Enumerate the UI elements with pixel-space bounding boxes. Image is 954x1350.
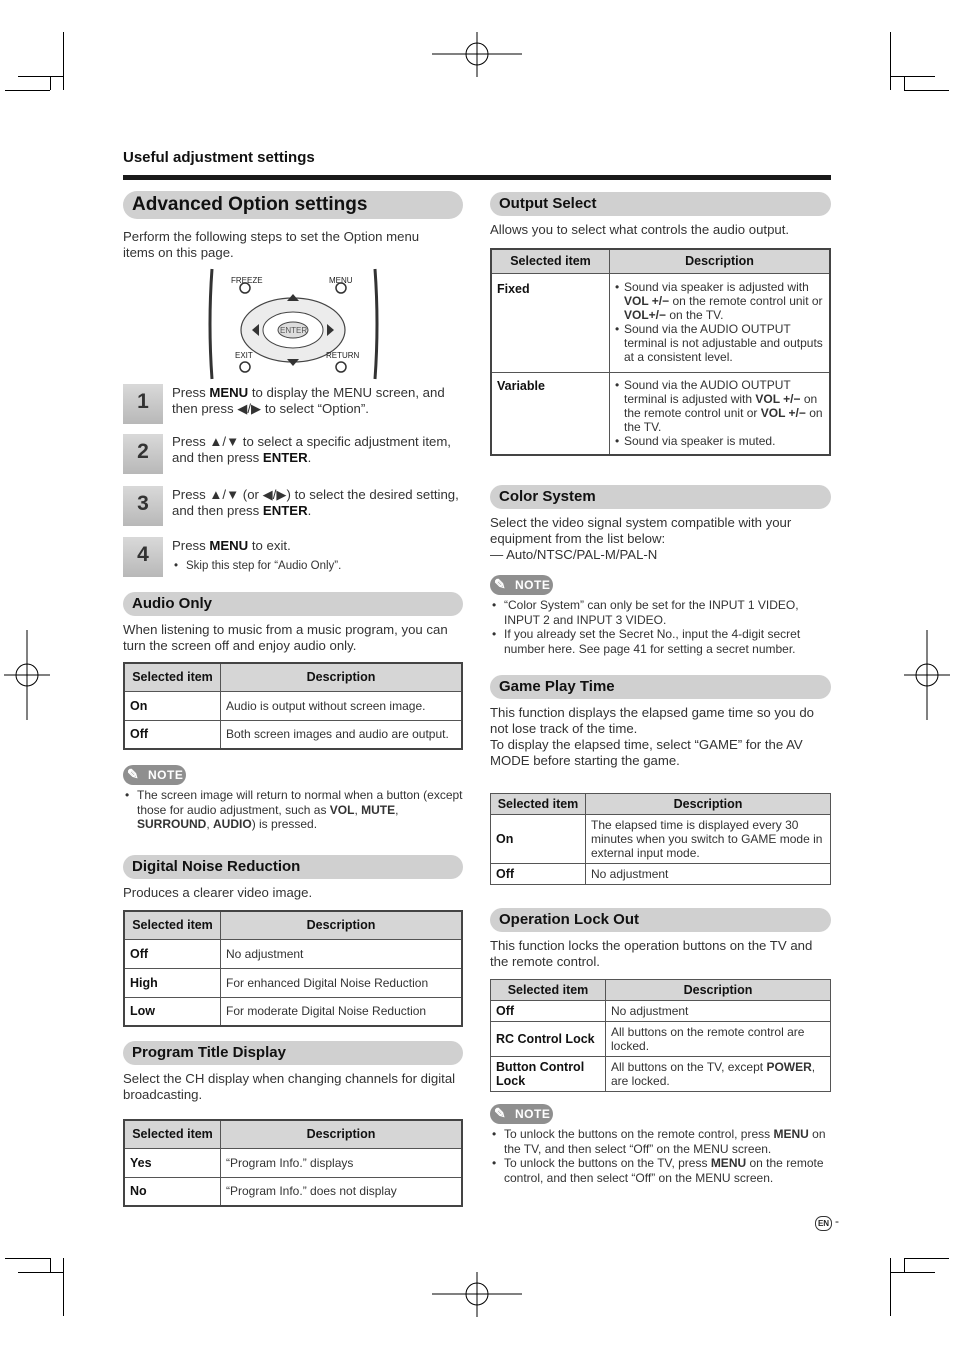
note-badge: ✎ NOTE [123,765,186,785]
output-select-table: Selected item Description Fixed • Sound via speaker is adjusted with VOL +/− on the remote control unit or VOL+/− on the TV. • Sound via the AUDIO OUTPUT terminal is not adjustable and outputs at a consistent level. Variable • Sound via the AUDIO OUTPUT terminal is adjusted with VOL +/− on the remote control unit or VOL +/− on the TV. • Sound via speaker is muted. [490,248,831,456]
crop-mark [18,1272,63,1273]
crop-mark [904,90,949,91]
audio-only-desc: When listening to music from a music program, you can turn the screen off and enjoy audio only. [123,622,448,653]
crop-mark [890,1258,891,1316]
ptd-desc: Select the CH display when changing channels for digital broadcasting. [123,1071,456,1102]
table-row: Low For moderate Digital Noise Reduction [124,997,462,1026]
registration-mark-icon [432,1272,522,1317]
remote-illustration [200,267,390,382]
table-row: Off Both screen images and audio are output. [124,720,462,749]
step-3-badge: 3 [123,486,163,526]
color-system-notes: • “Color System” can only be set for the INPUT 1 VIDEO, INPUT 2 and INPUT 3 VIDEO. • If you already set the Secret No., input the 4-digit secret number here. See page 41 for setting a secret number. [490,598,825,656]
crop-mark [63,32,64,90]
table-row: Off No adjustment [124,939,462,968]
crop-mark [904,76,905,90]
table-row: Off No adjustment [491,864,831,885]
table-row: RC Control Lock All buttons on the remote control are locked. [491,1022,831,1057]
game-play-table: Selected item Description On The elapsed time is displayed every 30 minutes when you switch to GAME mode in external input mode. Off No adjustment [490,793,831,885]
table-row: Button Control Lock All buttons on the TV, except POWER, are locked. [491,1057,831,1092]
remote-return-label: RETURN [326,351,360,360]
audio-only-banner: Audio Only [123,592,463,616]
color-system-banner: Color System [490,485,831,509]
table-row: Yes “Program Info.” displays [124,1148,462,1177]
game-play-desc-1: This function displays the elapsed game time so you do not lose track of the time. [490,705,815,736]
page-title: Advanced Option settings [132,194,368,215]
note-badge: ✎ NOTE [490,575,553,595]
output-select-banner: Output Select [490,192,831,216]
pencil-icon: ✎ [494,576,506,592]
language-badge: EN [815,1216,832,1231]
lock-out-table: Selected item Description Off No adjustment RC Control Lock All buttons on the remote control are locked. Button Control Lock All buttons on the TV, except POWER, are locked. [490,979,831,1092]
pencil-icon: ✎ [494,1105,506,1121]
ptd-table: Selected item Description Yes “Program Info.” displays No “Program Info.” does not display [123,1119,463,1207]
step-4-sub: • Skip this step for “Audio Only”. [172,559,462,574]
header-rule [123,175,831,180]
crop-mark [904,1258,949,1259]
game-play-desc-2: To display the elapsed time, select “GAME” for the AV MODE before starting the game. [490,737,803,768]
crop-mark [50,1258,51,1272]
table-row: Fixed • Sound via speaker is adjusted with VOL +/− on the remote control unit or VOL+/− on the TV. • Sound via the AUDIO OUTPUT terminal is not adjustable and outputs at a consistent level. [491,273,830,372]
crop-mark [5,1258,50,1259]
game-play-banner: Game Play Time [490,675,831,699]
dnr-table: Selected item Description Off No adjustment High For enhanced Digital Noise Reduction Low For moderate Digital Noise Reduction [123,910,463,1027]
crop-mark [18,76,63,77]
table-row: High For enhanced Digital Noise Reduction [124,968,462,997]
step-4-text: Press MENU to exit. [172,538,291,553]
audio-only-note: • The screen image will return to normal when a button (except those for audio adjustment, such as VOL, MUTE, SURROUND, AUDIO) is pressed. [123,788,463,832]
remote-exit-label: EXIT [235,351,253,360]
lock-out-desc: This function locks the operation buttons on the TV and the remote control. [490,938,813,969]
dnr-desc: Produces a clearer video image. [123,885,313,900]
step-2-text: Press ▲/▼ to select a specific adjustment item, and then press ENTER. [172,434,451,465]
table-row: On Audio is output without screen image. [124,691,462,720]
registration-mark-icon [904,630,950,720]
note-badge: ✎ NOTE [490,1104,553,1124]
registration-mark-icon [432,32,522,77]
crop-mark [63,1258,64,1316]
step-3-text: Press ▲/▼ (or ◀/▶) to select the desired setting, and then press ENTER. [172,487,459,518]
dnr-banner: Digital Noise Reduction [123,855,463,879]
crop-mark [50,76,51,90]
table-row: On The elapsed time is displayed every 30 minutes when you switch to GAME mode in external input mode. [491,815,831,864]
table-row: Off No adjustment [491,1001,831,1022]
section-header: Useful adjustment settings [123,149,315,166]
ptd-banner: Program Title Display [123,1041,463,1065]
remote-menu-label: MENU [329,276,353,285]
audio-only-table: Selected item Description On Audio is output without screen image. Off Both screen images and audio are output. [123,662,463,750]
crop-mark [5,90,50,91]
remote-enter-label: ENTER [280,326,308,335]
crop-mark [890,32,891,90]
color-system-desc: Select the video signal system compatible with your equipment from the list below: [490,515,792,546]
intro-text: Perform the following steps to set the Option menu items on this page. [123,229,420,260]
table-row: No “Program Info.” does not display [124,1177,462,1206]
page-title-banner [123,191,463,219]
crop-mark [890,1272,935,1273]
lock-out-banner: Operation Lock Out [490,908,831,932]
remote-freeze-label: FREEZE [231,276,263,285]
step-1-text: Press MENU to display the MENU screen, and then press ◀/▶ to select “Option”. [172,385,445,416]
step-1-badge: 1 [123,384,163,424]
page-number: - [835,1214,839,1228]
pencil-icon: ✎ [127,766,139,782]
lock-out-notes: • To unlock the buttons on the remote control, press MENU on the TV, and then select “Off” on the MENU screen. • To unlock the buttons on the TV, press MENU on the remote control, and then select “Off” on the MENU screen. [490,1127,830,1185]
registration-mark-icon [4,630,50,720]
step-4-badge: 4 [123,537,163,577]
crop-mark [904,1258,905,1272]
step-2-badge: 2 [123,434,163,474]
table-row: Variable • Sound via the AUDIO OUTPUT terminal is adjusted with VOL +/− on the remote control unit or VOL +/− on the TV. • Sound via speaker is muted. [491,372,830,455]
remote-control-icon [200,267,390,382]
crop-mark [890,76,935,77]
output-select-desc: Allows you to select what controls the audio output. [490,222,790,237]
color-system-options: — Auto/NTSC/PAL-M/PAL-N [490,547,658,562]
